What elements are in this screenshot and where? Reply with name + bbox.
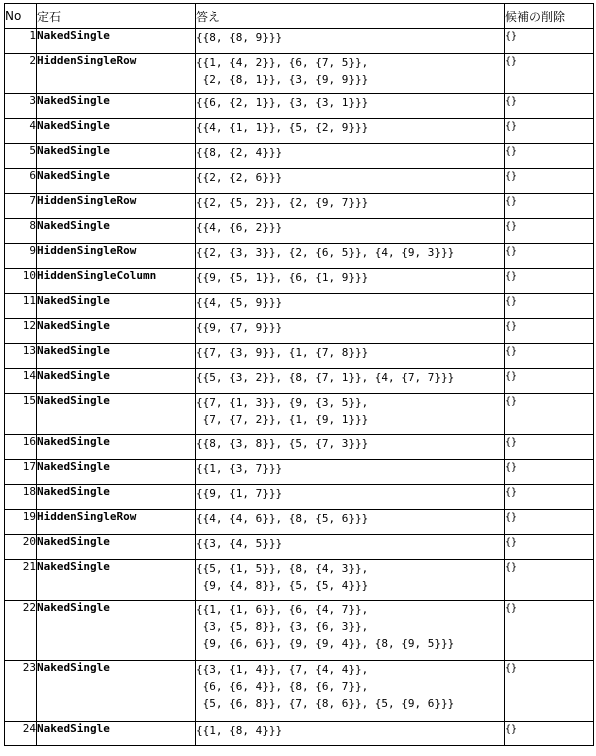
deletion-cell bbox=[505, 601, 594, 661]
answer-cell bbox=[196, 460, 505, 485]
answer-line: {9, {6, 6}}, {9, {9, 4}}, {8, {9, 5}}} bbox=[196, 637, 455, 650]
row-number: 9 bbox=[5, 244, 37, 269]
deletion-value: {} bbox=[505, 321, 518, 332]
table-row bbox=[5, 460, 594, 485]
row-number: 7 bbox=[5, 194, 37, 219]
answer-cell bbox=[196, 119, 505, 144]
answer-line: {{3, {4, 5}}} bbox=[196, 537, 283, 550]
answer-cell bbox=[196, 54, 505, 94]
deletion-cell bbox=[505, 54, 594, 94]
answer-line: {{8, {8, 9}}} bbox=[196, 31, 283, 44]
deletion-value: {} bbox=[505, 512, 518, 523]
row-number: 12 bbox=[5, 319, 37, 344]
deletion-cell bbox=[505, 535, 594, 560]
answer-cell bbox=[196, 194, 505, 219]
row-number: 21 bbox=[5, 560, 37, 601]
header-answer: 答え bbox=[196, 4, 505, 29]
answer-line: {{8, {2, 4}}} bbox=[196, 146, 283, 159]
deletion-cell bbox=[505, 560, 594, 601]
table-row bbox=[5, 219, 594, 244]
deletion-value: {} bbox=[505, 121, 518, 132]
deletion-value: {} bbox=[505, 562, 518, 573]
deletion-value: {} bbox=[505, 296, 518, 307]
deletion-value: {} bbox=[505, 462, 518, 473]
answer-cell bbox=[196, 535, 505, 560]
joseki-cell: NakedSingle bbox=[37, 144, 196, 169]
answer-cell bbox=[196, 29, 505, 54]
answer-line: {{1, {4, 2}}, {6, {7, 5}}, bbox=[196, 56, 369, 69]
joseki-cell: HiddenSingleRow bbox=[37, 244, 196, 269]
answer-cell bbox=[196, 435, 505, 460]
deletion-value: {} bbox=[505, 537, 518, 548]
table-row bbox=[5, 560, 594, 601]
joseki-cell: NakedSingle bbox=[37, 722, 196, 746]
joseki-cell: NakedSingle bbox=[37, 460, 196, 485]
table-row bbox=[5, 435, 594, 460]
header-deletion: 候補の削除 bbox=[505, 4, 594, 29]
deletion-value: {} bbox=[505, 271, 518, 282]
joseki-cell: HiddenSingleColumn bbox=[37, 269, 196, 294]
answer-cell bbox=[196, 722, 505, 746]
row-number: 16 bbox=[5, 435, 37, 460]
answer-line: {{3, {1, 4}}, {7, {4, 4}}, bbox=[196, 663, 369, 676]
joseki-cell: HiddenSingleRow bbox=[37, 54, 196, 94]
row-number: 10 bbox=[5, 269, 37, 294]
answer-line: {{7, {3, 9}}, {1, {7, 8}}} bbox=[196, 346, 369, 359]
answer-cell bbox=[196, 219, 505, 244]
answer-line: {{4, {4, 6}}, {8, {5, 6}}} bbox=[196, 512, 369, 525]
table-row bbox=[5, 244, 594, 269]
answer-line: {{1, {8, 4}}} bbox=[196, 724, 283, 737]
answer-cell bbox=[196, 510, 505, 535]
deletion-value: {} bbox=[505, 663, 518, 674]
answer-line: {{1, {3, 7}}} bbox=[196, 462, 283, 475]
deletion-cell bbox=[505, 294, 594, 319]
row-number: 15 bbox=[5, 394, 37, 435]
joseki-cell: NakedSingle bbox=[37, 344, 196, 369]
deletion-value: {} bbox=[505, 56, 518, 67]
joseki-cell: NakedSingle bbox=[37, 485, 196, 510]
joseki-cell: NakedSingle bbox=[37, 535, 196, 560]
deletion-cell bbox=[505, 661, 594, 722]
table-row bbox=[5, 54, 594, 94]
joseki-cell: NakedSingle bbox=[37, 94, 196, 119]
table-row bbox=[5, 119, 594, 144]
table-row bbox=[5, 269, 594, 294]
header-row bbox=[5, 4, 594, 29]
table-body bbox=[5, 29, 594, 746]
answer-line: {{7, {1, 3}}, {9, {3, 5}}, bbox=[196, 396, 369, 409]
answer-line: {7, {7, 2}}, {1, {9, 1}}} bbox=[196, 413, 369, 426]
deletion-value: {} bbox=[505, 196, 518, 207]
row-number: 18 bbox=[5, 485, 37, 510]
deletion-cell bbox=[505, 169, 594, 194]
deletion-cell bbox=[505, 29, 594, 54]
table-row bbox=[5, 394, 594, 435]
deletion-cell bbox=[505, 510, 594, 535]
answer-cell bbox=[196, 244, 505, 269]
joseki-cell: NakedSingle bbox=[37, 560, 196, 601]
answer-cell bbox=[196, 661, 505, 722]
answer-cell bbox=[196, 485, 505, 510]
answer-line: {{8, {3, 8}}, {5, {7, 3}}} bbox=[196, 437, 369, 450]
header-no: No bbox=[5, 4, 37, 29]
table-row bbox=[5, 169, 594, 194]
joseki-cell: NakedSingle bbox=[37, 601, 196, 661]
deletion-cell bbox=[505, 319, 594, 344]
deletion-value: {} bbox=[505, 371, 518, 382]
table-row bbox=[5, 319, 594, 344]
table-row bbox=[5, 535, 594, 560]
deletion-cell bbox=[505, 269, 594, 294]
answer-line: {{5, {3, 2}}, {8, {7, 1}}, {4, {7, 7}}} bbox=[196, 371, 455, 384]
deletion-cell bbox=[505, 194, 594, 219]
deletion-cell bbox=[505, 344, 594, 369]
deletion-cell bbox=[505, 219, 594, 244]
table-row bbox=[5, 344, 594, 369]
table-row bbox=[5, 722, 594, 746]
joseki-table bbox=[4, 3, 594, 746]
joseki-cell: NakedSingle bbox=[37, 294, 196, 319]
deletion-cell bbox=[505, 435, 594, 460]
row-number: 4 bbox=[5, 119, 37, 144]
table-row bbox=[5, 144, 594, 169]
joseki-cell: HiddenSingleRow bbox=[37, 194, 196, 219]
answer-line: {{1, {1, 6}}, {6, {4, 7}}, bbox=[196, 603, 369, 616]
answer-cell bbox=[196, 369, 505, 394]
header-joseki: 定石 bbox=[37, 4, 196, 29]
row-number: 22 bbox=[5, 601, 37, 661]
answer-cell bbox=[196, 394, 505, 435]
table-row bbox=[5, 294, 594, 319]
deletion-cell bbox=[505, 119, 594, 144]
answer-cell bbox=[196, 269, 505, 294]
row-number: 5 bbox=[5, 144, 37, 169]
deletion-value: {} bbox=[505, 146, 518, 157]
row-number: 23 bbox=[5, 661, 37, 722]
answer-line: {{9, {7, 9}}} bbox=[196, 321, 283, 334]
joseki-cell: NakedSingle bbox=[37, 219, 196, 244]
deletion-cell bbox=[505, 460, 594, 485]
row-number: 13 bbox=[5, 344, 37, 369]
answer-line: {{2, {5, 2}}, {2, {9, 7}}} bbox=[196, 196, 369, 209]
answer-line: {{9, {1, 7}}} bbox=[196, 487, 283, 500]
answer-cell bbox=[196, 294, 505, 319]
table-row bbox=[5, 94, 594, 119]
row-number: 24 bbox=[5, 722, 37, 746]
table-row bbox=[5, 661, 594, 722]
answer-line: {6, {6, 4}}, {8, {6, 7}}, bbox=[196, 680, 369, 693]
deletion-cell bbox=[505, 144, 594, 169]
deletion-cell bbox=[505, 394, 594, 435]
deletion-value: {} bbox=[505, 96, 518, 107]
deletion-value: {} bbox=[505, 346, 518, 357]
joseki-cell: NakedSingle bbox=[37, 435, 196, 460]
deletion-value: {} bbox=[505, 487, 518, 498]
joseki-cell: NakedSingle bbox=[37, 119, 196, 144]
joseki-cell: NakedSingle bbox=[37, 319, 196, 344]
deletion-cell bbox=[505, 94, 594, 119]
deletion-value: {} bbox=[505, 603, 518, 614]
answer-line: {{2, {2, 6}}} bbox=[196, 171, 283, 184]
joseki-cell: NakedSingle bbox=[37, 29, 196, 54]
deletion-value: {} bbox=[505, 31, 518, 42]
joseki-cell: NakedSingle bbox=[37, 661, 196, 722]
answer-cell bbox=[196, 144, 505, 169]
row-number: 11 bbox=[5, 294, 37, 319]
deletion-value: {} bbox=[505, 396, 518, 407]
deletion-value: {} bbox=[505, 437, 518, 448]
answer-cell bbox=[196, 319, 505, 344]
answer-cell bbox=[196, 94, 505, 119]
deletion-cell bbox=[505, 722, 594, 746]
answer-line: {{4, {6, 2}}} bbox=[196, 221, 283, 234]
answer-cell bbox=[196, 169, 505, 194]
table-row bbox=[5, 29, 594, 54]
row-number: 14 bbox=[5, 369, 37, 394]
answer-line: {5, {6, 8}}, {7, {8, 6}}, {5, {9, 6}}} bbox=[196, 697, 455, 710]
answer-line: {9, {4, 8}}, {5, {5, 4}}} bbox=[196, 579, 369, 592]
row-number: 8 bbox=[5, 219, 37, 244]
answer-line: {{4, {1, 1}}, {5, {2, 9}}} bbox=[196, 121, 369, 134]
joseki-cell: NakedSingle bbox=[37, 394, 196, 435]
answer-line: {{6, {2, 1}}, {3, {3, 1}}} bbox=[196, 96, 369, 109]
row-number: 20 bbox=[5, 535, 37, 560]
row-number: 2 bbox=[5, 54, 37, 94]
row-number: 1 bbox=[5, 29, 37, 54]
deletion-cell bbox=[505, 485, 594, 510]
deletion-value: {} bbox=[505, 171, 518, 182]
joseki-cell: HiddenSingleRow bbox=[37, 510, 196, 535]
row-number: 19 bbox=[5, 510, 37, 535]
table-row bbox=[5, 369, 594, 394]
deletion-cell bbox=[505, 369, 594, 394]
answer-line: {{9, {5, 1}}, {6, {1, 9}}} bbox=[196, 271, 369, 284]
deletion-cell bbox=[505, 244, 594, 269]
row-number: 17 bbox=[5, 460, 37, 485]
deletion-value: {} bbox=[505, 221, 518, 232]
deletion-value: {} bbox=[505, 246, 518, 257]
table-row bbox=[5, 485, 594, 510]
answer-cell bbox=[196, 344, 505, 369]
table-row bbox=[5, 601, 594, 661]
row-number: 6 bbox=[5, 169, 37, 194]
row-number: 3 bbox=[5, 94, 37, 119]
answer-line: {{5, {1, 5}}, {8, {4, 3}}, bbox=[196, 562, 369, 575]
answer-line: {{2, {3, 3}}, {2, {6, 5}}, {4, {9, 3}}} bbox=[196, 246, 455, 259]
answer-line: {2, {8, 1}}, {3, {9, 9}}} bbox=[196, 73, 369, 86]
joseki-cell: NakedSingle bbox=[37, 369, 196, 394]
joseki-cell: NakedSingle bbox=[37, 169, 196, 194]
answer-cell bbox=[196, 601, 505, 661]
table-row bbox=[5, 510, 594, 535]
deletion-value: {} bbox=[505, 724, 518, 735]
table-row bbox=[5, 194, 594, 219]
answer-line: {3, {5, 8}}, {3, {6, 3}}, bbox=[196, 620, 369, 633]
answer-line: {{4, {5, 9}}} bbox=[196, 296, 283, 309]
answer-cell bbox=[196, 560, 505, 601]
